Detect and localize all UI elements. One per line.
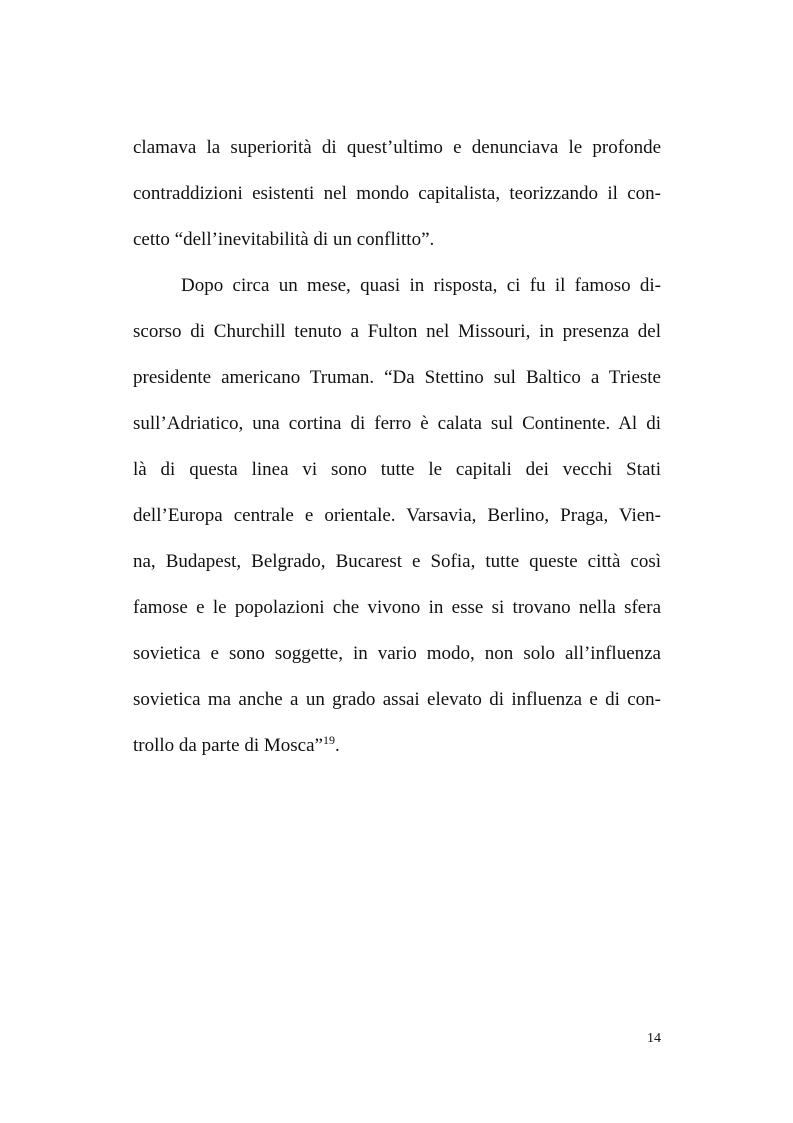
text-line: clamava la superiorità di quest’ultimo e denunciava le profonde [133, 137, 661, 158]
last-line-end: . [334, 735, 340, 756]
text-line: presidente americano Truman. “Da Stettino sul Baltico a Trieste [133, 367, 661, 388]
page-number: 14 [647, 1031, 661, 1046]
text-line: là di questa linea vi sono tutte le capitali dei vecchi Stati [133, 459, 661, 480]
text-line: na, Budapest, Belgrado, Bucarest e Sofia, tutte queste città così [133, 551, 661, 572]
text-line: cetto “dell’inevitabilità di un conflitto”. [133, 229, 435, 250]
text-line: dell’Europa centrale e orientale. Varsavia, Berlino, Praga, Vien- [133, 505, 661, 526]
text-line: contraddizioni esistenti nel mondo capitalista, teorizzando il con- [133, 183, 661, 204]
text-line: sull’Adriatico, una cortina di ferro è calata sul Continente. Al di [133, 413, 661, 434]
text-line: scorso di Churchill tenuto a Fulton nel Missouri, in presenza del [133, 321, 661, 342]
text-line: Dopo circa un mese, quasi in risposta, ci fu il famoso di- [181, 275, 661, 296]
last-line-text: trollo da parte di Mosca” [133, 735, 323, 756]
text-line: famose e le popolazioni che vivono in esse si trovano nella sfera [133, 597, 661, 618]
text-line-last [133, 734, 661, 758]
text-line: sovietica ma anche a un grado assai elevato di influenza e di con- [133, 689, 661, 710]
text-line: sovietica e sono soggette, in vario modo, non solo all’influenza [133, 643, 661, 664]
footnote-reference[interactable]: 19 [322, 733, 335, 747]
